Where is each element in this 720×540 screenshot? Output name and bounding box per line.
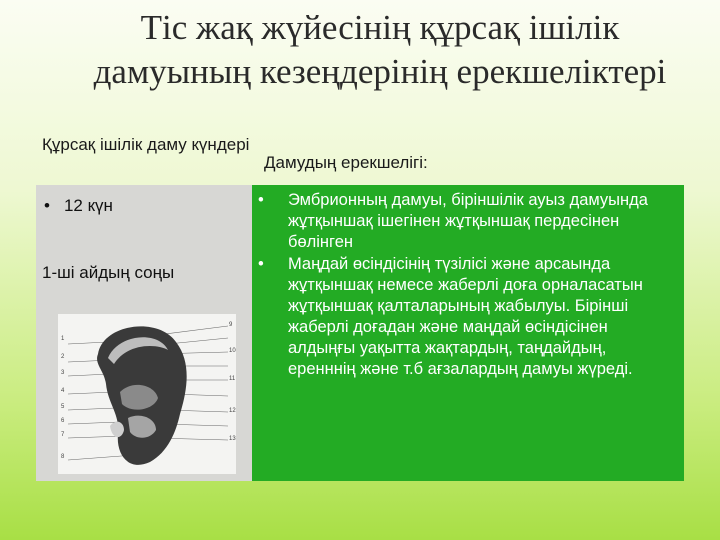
figure-label-5: 5 — [61, 404, 65, 410]
embryo-illustration — [58, 314, 236, 474]
embryo-figure — [58, 314, 236, 474]
development-features-list — [258, 190, 678, 381]
figure-label-3: 3 — [61, 370, 65, 376]
bullet-glyph: • — [44, 196, 50, 215]
day-12-label: 12 күн — [63, 196, 113, 215]
figure-label-8: 8 — [61, 454, 65, 460]
list-item-text: Эмбрионның дамуы, біріншілік ауыз дамуында жұтқыншақ ішегінен жұтқыншақ пердесінен бөлінген — [288, 191, 648, 251]
day-12-item — [44, 196, 113, 216]
figure-label-13: 13 — [229, 436, 236, 442]
figure-label-2: 2 — [61, 354, 65, 360]
left-column-header: Құрсақ ішілік даму күндері — [42, 135, 250, 154]
figure-label-1: 1 — [61, 336, 65, 342]
figure-label-4: 4 — [61, 388, 65, 394]
right-column-header: Дамудың ерекшелігі: — [264, 153, 428, 172]
figure-label-11: 11 — [229, 376, 236, 382]
bullet-glyph: • — [258, 255, 264, 273]
list-item-text: Маңдай өсіндісінің түзілісі және арсаында жұтқыншақ немесе жаберлі доға орналасатын жұтқыншақ қалталарының жабылуы. Бірінші жаберлі доғадан және маңдай өсіндісінен алдыңғы уақытта жақтардың, таңдайдың, еренннің және т.б ағзалардың дамуы жүреді. — [288, 255, 643, 378]
bullet-glyph: • — [258, 191, 264, 209]
slide-title: Тіс жақ жүйесінің құрсақ ішілік дамуының кезеңдерінің ерекшеліктері — [93, 8, 667, 91]
figure-label-6: 6 — [61, 418, 65, 424]
end-of-first-month-label: 1-ші айдың соңы — [42, 263, 175, 282]
figure-label-10: 10 — [229, 348, 236, 354]
list-item — [258, 254, 678, 380]
figure-label-9: 9 — [229, 322, 233, 328]
figure-label-12: 12 — [229, 408, 236, 414]
figure-label-7: 7 — [61, 432, 65, 438]
list-item — [258, 190, 678, 253]
